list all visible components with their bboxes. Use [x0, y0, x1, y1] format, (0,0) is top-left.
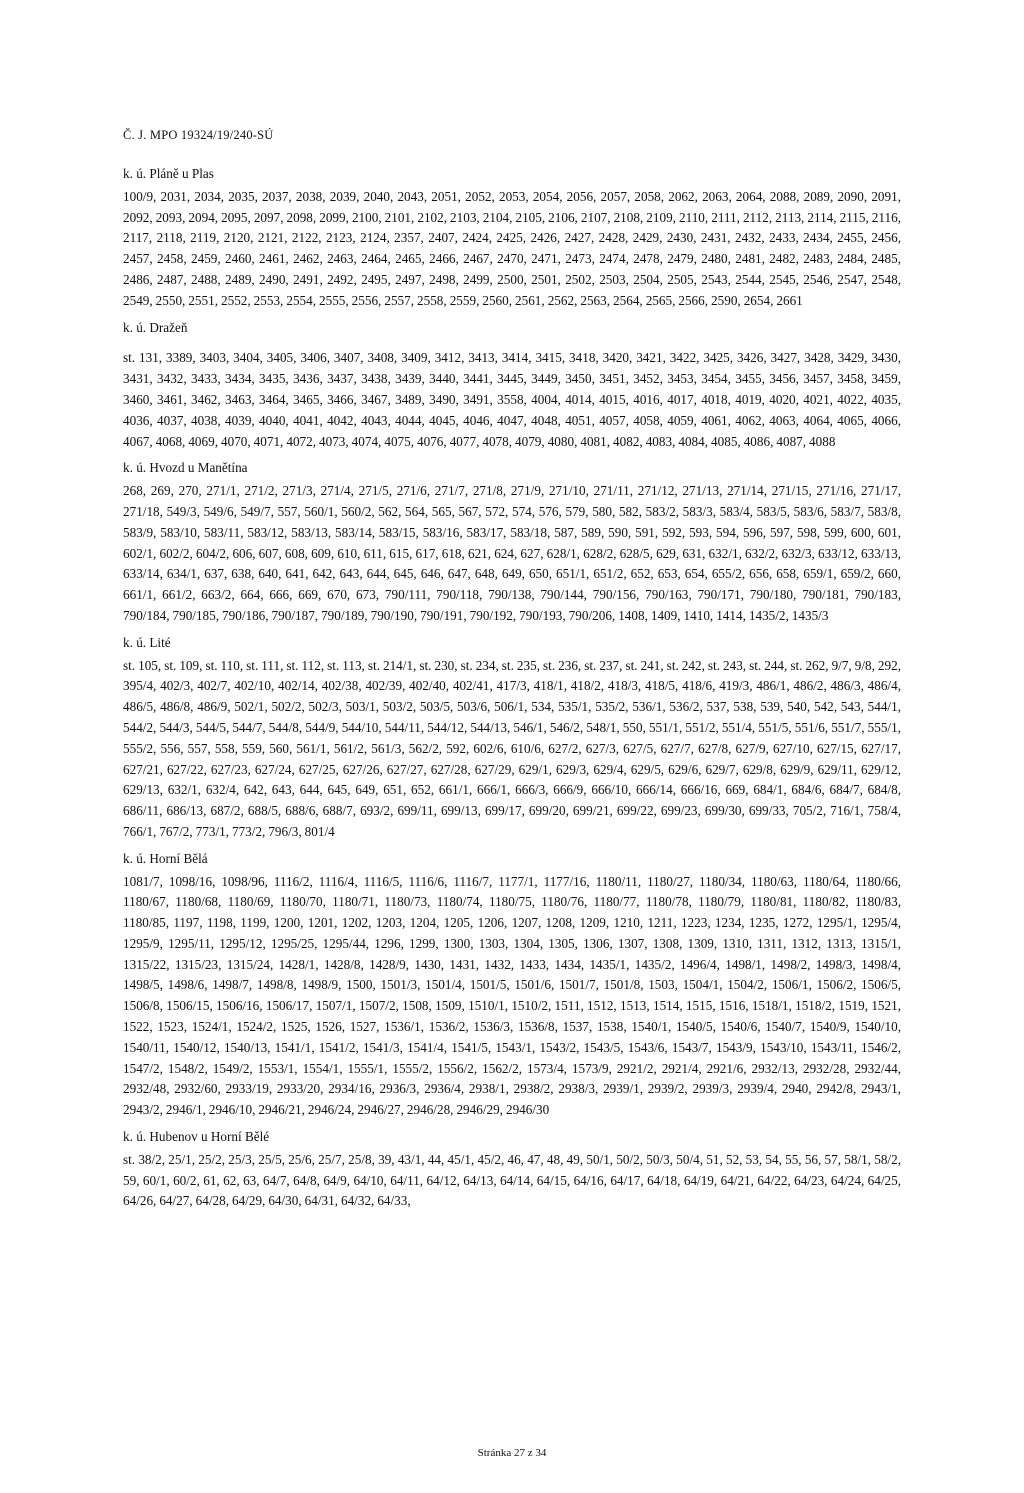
parcel-numbers: st. 131, 3389, 3403, 3404, 3405, 3406, 3407, 3408, 3409, 3412, 3413, 3414, 3415, 3418, 3420, 3421, 3422, 3425, 3426, 3427, 3428, 3429, 3430, 3431, 3432, 3433, 3434, 3435, 3436, 3437, 3438, 3439, 3440, 3441, 3445, 3449, 3450, 3451, 3452, 3453, 3454, 3455, 3456, 3457, 3458, 3459, 3460, 3461, 3462, 3463, 3464, 3465, 3466, 3467, 3489, 3490, 3491, 3558, 4004, 4014, 4015, 4016, 4017, 4018, 4019, 4020, 4021, 4022, 4035, 4036, 4037, 4038, 4039, 4040, 4041, 4042, 4043, 4044, 4045, 4046, 4047, 4048, 4051, 4057, 4058, 4059, 4061, 4062, 4063, 4064, 4065, 4066, 4067, 4068, 4069, 4070, 4071, 4072, 4073, 4074, 4075, 4076, 4077, 4078, 4079, 4080, 4081, 4082, 4083, 4084, 4085, 4086, 4087, 4088: [123, 350, 901, 449]
section-heading: k. ú. Hvozd u Manětína: [123, 460, 248, 476]
section-heading: k. ú. Hubenov u Horní Bělé: [123, 1129, 270, 1145]
section-horni-bela: [123, 849, 901, 1121]
section-heading: k. ú. Pláně u Plas: [123, 166, 214, 181]
section-heading: k. ú. Lité: [123, 634, 171, 650]
section-plane-u-plas: [123, 164, 901, 312]
parcel-numbers: 268, 269, 270, 271/1, 271/2, 271/3, 271/4, 271/5, 271/6, 271/7, 271/8, 271/9, 271/10, 271/11, 271/12, 271/13, 271/14, 271/15, 271/16, 271/17, 271/18, 549/3, 549/6, 549/7, 557, 560/1, 560/2, 562, 564, 565, 567, 572, 574, 576, 579, 580, 582, 583/2, 583/3, 583/4, 583/5, 583/6, 583/7, 583/8, 583/9, 583/10, 583/11, 583/12, 583/13, 583/14, 583/15, 583/16, 583/17, 583/18, 587, 589, 590, 591, 592, 593, 594, 596, 597, 598, 599, 600, 601, 602/1, 602/2, 604/2, 606, 607, 608, 609, 610, 611, 615, 617, 618, 621, 624, 627, 628/1, 628/2, 628/5, 629, 631, 632/1, 632/2, 632/3, 633/12, 633/13, 633/14, 634/1, 637, 638, 640, 641, 642, 643, 644, 645, 646, 647, 648, 649, 650, 651/1, 651/2, 652, 653, 654, 655/2, 656, 658, 659/1, 659/2, 660, 661/1, 661/2, 663/2, 664, 666, 669, 670, 673, 790/111, 790/118, 790/138, 790/144, 790/156, 790/163, 790/171, 790/180, 790/181, 790/183, 790/184, 790/185, 790/186, 790/187, 790/189, 790/190, 790/191, 790/192, 790/193, 790/206, 1408, 1409, 1410, 1414, 1435/2, 1435/3: [123, 483, 901, 623]
section-lite: [123, 633, 901, 843]
section-heading: k. ú. Horní Bělá: [123, 850, 208, 866]
parcel-numbers: st. 105, st. 109, st. 110, st. 111, st. 112, st. 113, st. 214/1, st. 230, st. 234, st. 235, st. 236, st. 237, st. 241, st. 242, st. 243, st. 244, st. 262, 9/7, 9/8, 292, 395/4, 402/3, 402/7, 402/10, 402/14, 402/38, 402/39, 402/40, 402/41, 417/3, 418/1, 418/2, 418/3, 418/5, 418/6, 419/3, 486/1, 486/2, 486/3, 486/4, 486/5, 486/8, 486/9, 502/1, 502/2, 502/3, 503/1, 503/2, 503/5, 503/6, 506/1, 534, 535/1, 535/2, 536/1, 536/2, 537, 538, 539, 540, 542, 543, 544/1, 544/2, 544/3, 544/5, 544/7, 544/8, 544/9, 544/10, 544/11, 544/12, 544/13, 546/1, 546/2, 548/1, 550, 551/1, 551/2, 551/4, 551/5, 551/6, 551/7, 555/1, 555/2, 556, 557, 558, 559, 560, 561/1, 561/2, 561/3, 562/2, 592, 602/6, 610/6, 627/2, 627/3, 627/5, 627/7, 627/8, 627/9, 627/10, 627/15, 627/17, 627/21, 627/22, 627/23, 627/24, 627/25, 627/26, 627/27, 627/28, 627/29, 629/1, 629/3, 629/4, 629/5, 629/6, 629/7, 629/8, 629/9, 629/11, 629/12, 629/13, 632/1, 632/4, 642, 643, 644, 645, 649, 651, 652, 661/1, 666/1, 666/3, 666/9, 666/10, 666/14, 666/16, 669, 684/1, 684/6, 684/7, 684/8, 686/11, 686/13, 687/2, 688/5, 688/6, 688/7, 693/2, 699/11, 699/13, 699/17, 699/20, 699/21, 699/22, 699/23, 699/30, 699/33, 705/2, 716/1, 758/4, 766/1, 767/2, 773/1, 773/2, 796/3, 801/4: [123, 657, 901, 839]
parcel-numbers: st. 38/2, 25/1, 25/2, 25/3, 25/5, 25/6, 25/7, 25/8, 39, 43/1, 44, 45/1, 45/2, 46, 47, 48, 49, 50/1, 50/2, 50/3, 50/4, 51, 52, 53, 54, 55, 56, 57, 58/1, 58/2, 59, 60/1, 60/2, 61, 62, 63, 64/7, 64/8, 64/9, 64/10, 64/11, 64/12, 64/13, 64/14, 64/15, 64/16, 64/17, 64/18, 64/19, 64/21, 64/22, 64/23, 64/24, 64/25, 64/26, 64/27, 64/28, 64/29, 64/30, 64/31, 64/32, 64/33,: [123, 1151, 901, 1209]
section-hubenov-u-horni-bele: [123, 1127, 901, 1212]
parcel-list-content: [123, 164, 901, 1212]
section-heading: k. ú. Dražeň: [123, 319, 188, 335]
section-hvozd-u-manetina: [123, 458, 901, 626]
parcel-numbers: 1081/7, 1098/16, 1098/96, 1116/2, 1116/4, 1116/5, 1116/6, 1116/7, 1177/1, 1177/16, 1180/11, 1180/27, 1180/34, 1180/63, 1180/64, 1180/66, 1180/67, 1180/68, 1180/69, 1180/70, 1180/71, 1180/73, 1180/74, 1180/75, 1180/76, 1180/77, 1180/78, 1180/79, 1180/81, 1180/82, 1180/83, 1180/85, 1197, 1198, 1199, 1200, 1201, 1202, 1203, 1204, 1205, 1206, 1207, 1208, 1209, 1210, 1211, 1223, 1234, 1235, 1272, 1295/1, 1295/4, 1295/9, 1295/11, 1295/12, 1295/25, 1295/44, 1296, 1299, 1300, 1303, 1304, 1305, 1306, 1307, 1308, 1309, 1310, 1311, 1312, 1313, 1315/1, 1315/22, 1315/23, 1315/24, 1428/1, 1428/8, 1428/9, 1430, 1431, 1432, 1433, 1434, 1435/1, 1435/2, 1496/4, 1498/1, 1498/2, 1498/3, 1498/4, 1498/5, 1498/6, 1498/7, 1498/8, 1498/9, 1500, 1501/3, 1501/4, 1501/5, 1501/6, 1501/7, 1501/8, 1503, 1504/1, 1504/2, 1506/1, 1506/2, 1506/5, 1506/8, 1506/15, 1506/16, 1506/17, 1507/1, 1507/2, 1508, 1509, 1510/1, 1510/2, 1511, 1512, 1513, 1514, 1515, 1516, 1518/1, 1518/2, 1519, 1521, 1522, 1523, 1524/1, 1524/2, 1525, 1526, 1527, 1536/1, 1536/2, 1536/3, 1536/8, 1537, 1538, 1540/1, 1540/5, 1540/6, 1540/7, 1540/9, 1540/10, 1540/11, 1540/12, 1540/13, 1541/1, 1541/2, 1541/3, 1541/4, 1541/5, 1543/1, 1543/2, 1543/5, 1543/6, 1543/7, 1543/9, 1543/10, 1543/11, 1546/2, 1547/2, 1548/2, 1549/2, 1553/1, 1554/1, 1555/1, 1555/2, 1556/2, 1562/2, 1573/4, 1573/9, 2921/2, 2921/4, 2921/6, 2932/13, 2932/28, 2932/44, 2932/48, 2932/60, 2933/19, 2933/20, 2934/16, 2936/3, 2936/4, 2938/1, 2938/2, 2938/3, 2939/1, 2939/2, 2939/3, 2939/4, 2940, 2942/8, 2943/1, 2943/2, 2946/1, 2946/10, 2946/21, 2946/24, 2946/27, 2946/28, 2946/29, 2946/30: [123, 873, 901, 1118]
parcel-numbers: 100/9, 2031, 2034, 2035, 2037, 2038, 2039, 2040, 2043, 2051, 2052, 2053, 2054, 2056, 2057, 2058, 2062, 2063, 2064, 2088, 2089, 2090, 2091, 2092, 2093, 2094, 2095, 2097, 2098, 2099, 2100, 2101, 2102, 2103, 2104, 2105, 2106, 2107, 2108, 2109, 2110, 2111, 2112, 2113, 2114, 2115, 2116, 2117, 2118, 2119, 2120, 2121, 2122, 2123, 2124, 2357, 2407, 2424, 2425, 2426, 2427, 2428, 2429, 2430, 2431, 2432, 2433, 2434, 2455, 2456, 2457, 2458, 2459, 2460, 2461, 2462, 2463, 2464, 2465, 2466, 2467, 2470, 2471, 2473, 2474, 2478, 2479, 2480, 2481, 2482, 2483, 2484, 2485, 2486, 2487, 2488, 2489, 2490, 2491, 2492, 2495, 2497, 2498, 2499, 2500, 2501, 2502, 2503, 2504, 2505, 2543, 2544, 2545, 2546, 2547, 2548, 2549, 2550, 2551, 2552, 2553, 2554, 2555, 2556, 2557, 2558, 2559, 2560, 2561, 2562, 2563, 2564, 2565, 2566, 2590, 2654, 2661: [123, 188, 901, 308]
section-drazen: [123, 318, 901, 453]
page-footer: Stránka 27 z 34: [477, 1447, 547, 1459]
document-reference: Č. J. MPO 19324/19/240-SÚ: [123, 128, 274, 142]
